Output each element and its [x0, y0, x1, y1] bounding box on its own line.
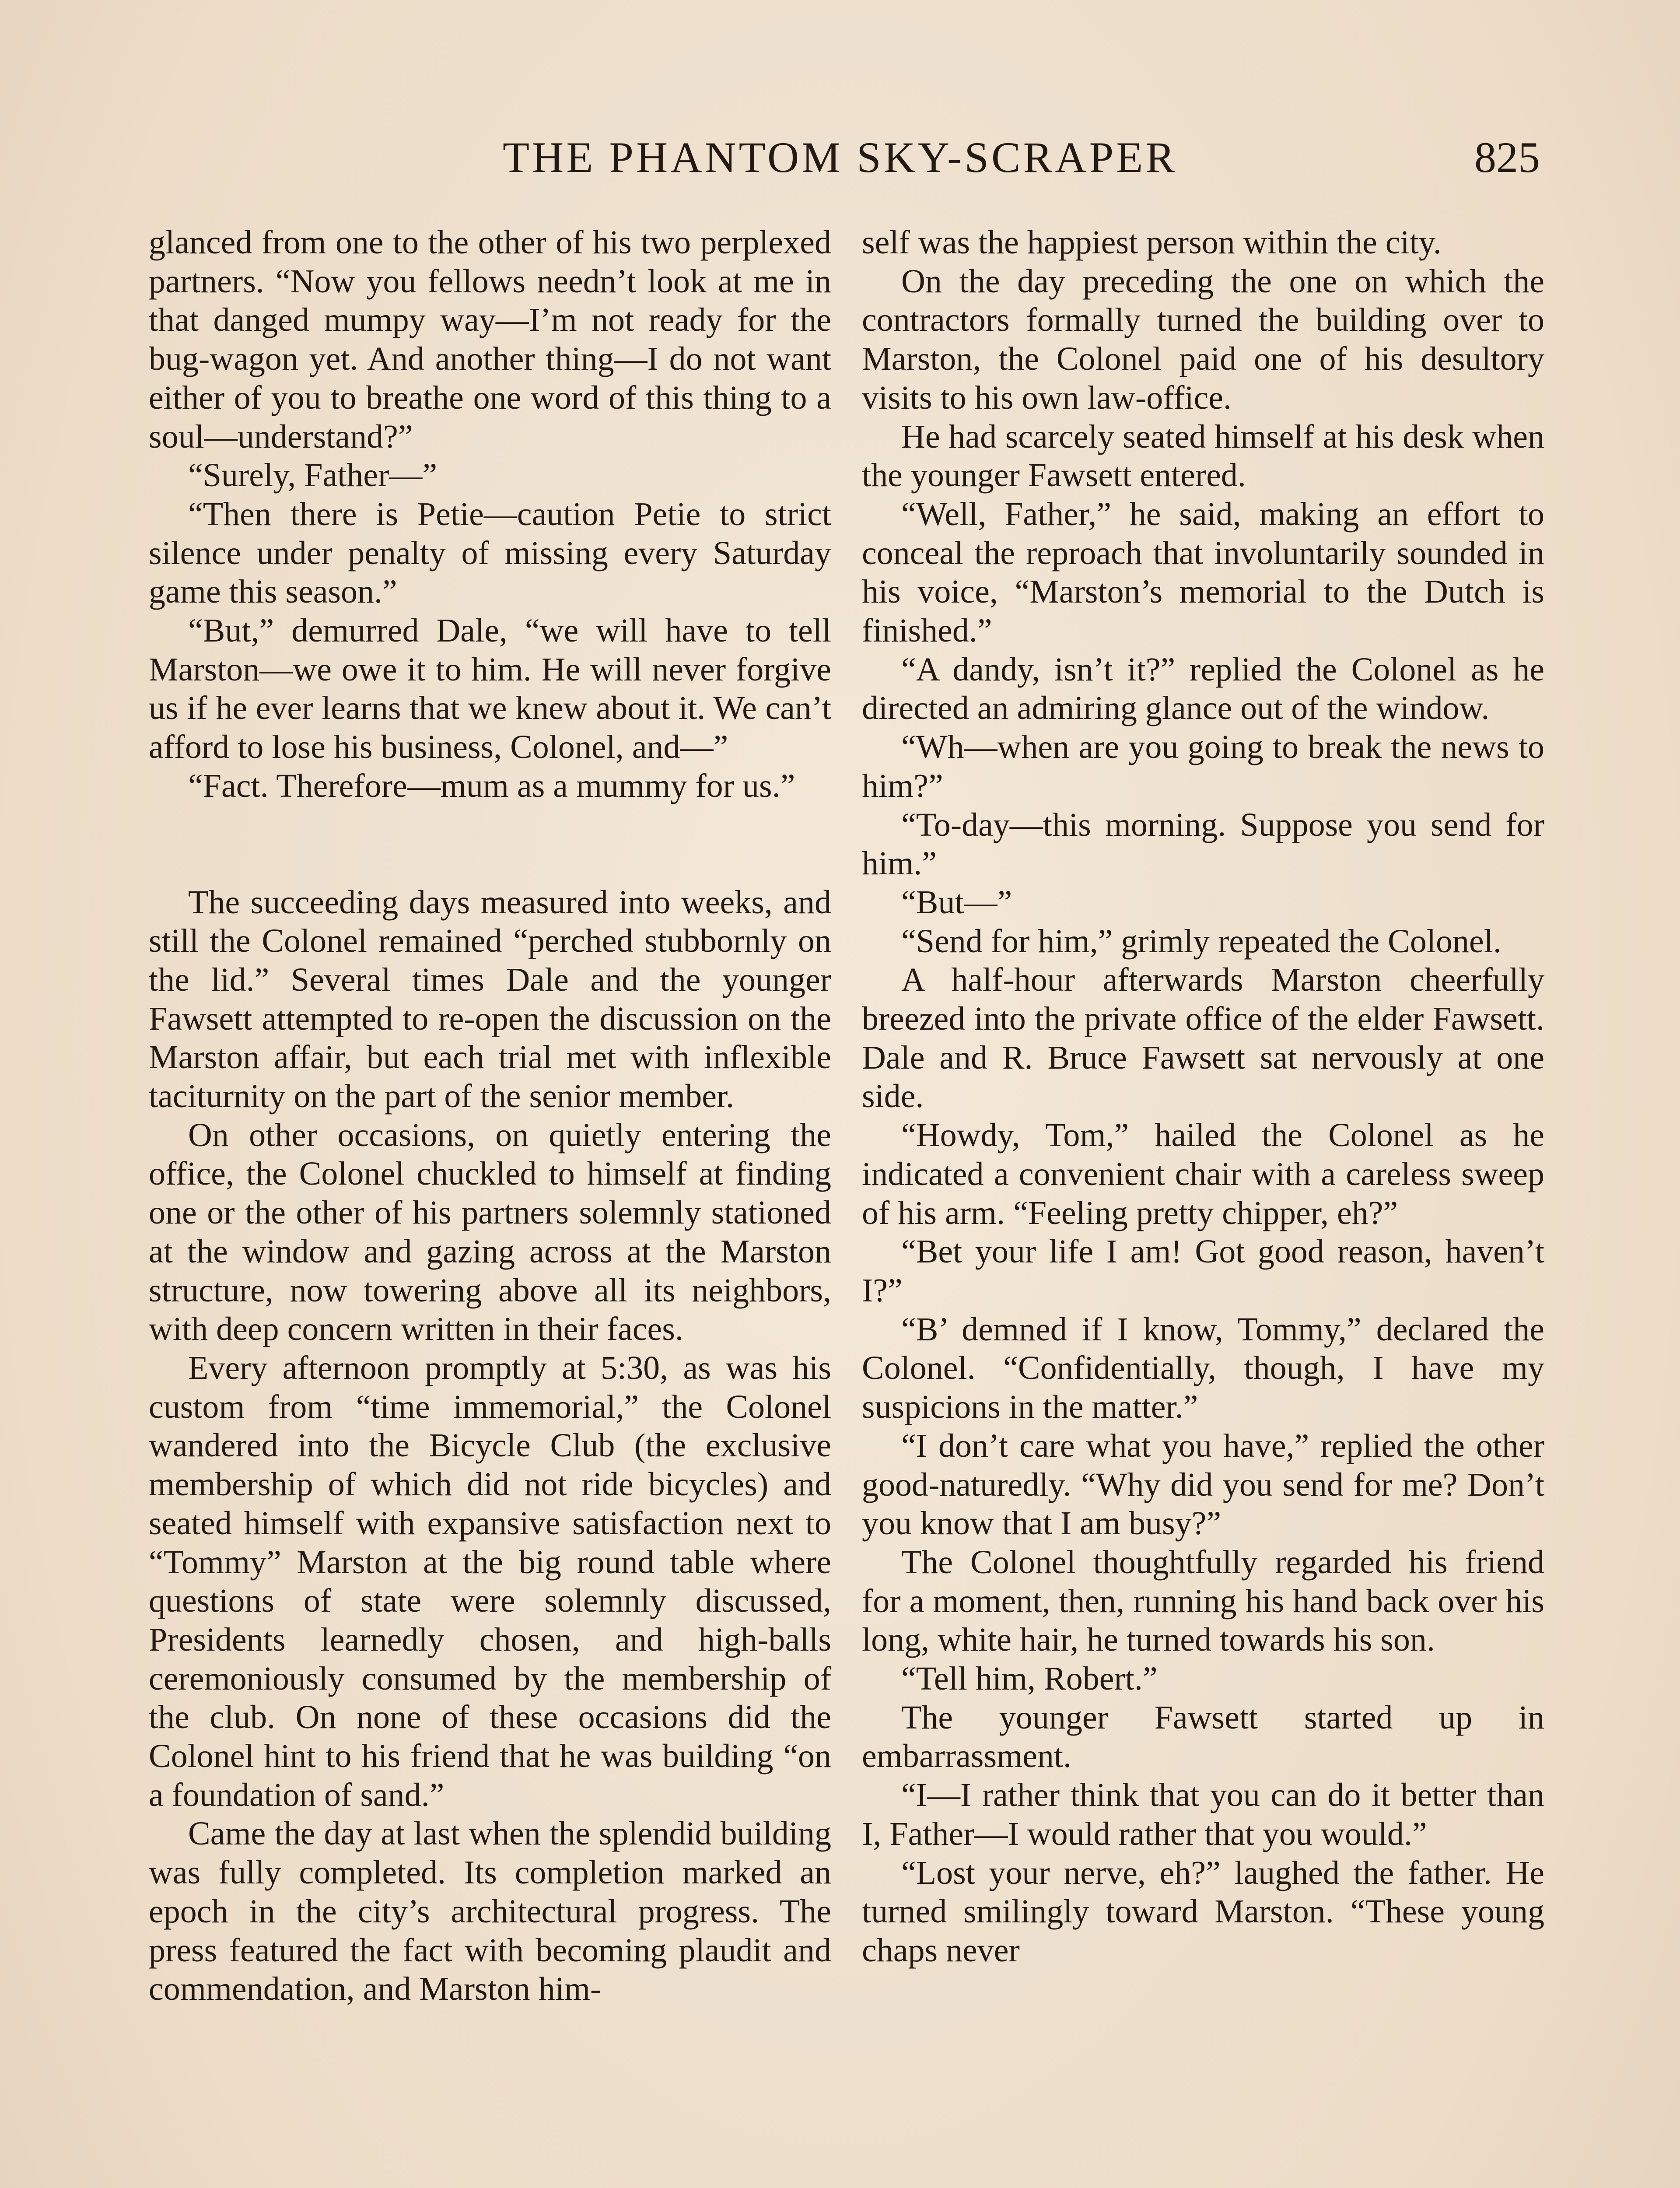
- paragraph: The younger Fawsett started up in embarrassment.: [862, 1699, 1544, 1775]
- left-column: [149, 223, 831, 2009]
- paragraph: “Bet your life I am! Got good reason, haven’t I?”: [862, 1233, 1544, 1309]
- paragraph: “B’ demned if I know, Tommy,” declared the Colonel. “Confidentially, though, I have my suspicions in the matter.”: [862, 1311, 1544, 1426]
- paragraph: A half-hour afterwards Marston cheerfully breezed into the private office of the elder Fawsett. Dale and R. Bruce Fawsett sat nervously at one side.: [862, 961, 1544, 1115]
- paragraph: “A dandy, isn’t it?” replied the Colonel as he directed an admiring glance out of the window.: [862, 651, 1544, 727]
- paragraph: The succeeding days measured into weeks, and still the Colonel remained “perched stubbornly on the lid.” Several times Dale and the younger Fawsett attempted to re-open the discussion on the Marston affair, but each trial met with inflexible taciturnity on the part of the senior member.: [149, 884, 831, 1115]
- paragraph: “But—”: [901, 884, 1012, 921]
- right-column: [862, 223, 1544, 1970]
- paragraph: “Howdy, Tom,” hailed the Colonel as he indicated a convenient chair with a careless sweep of his arm. “Feeling pretty chipper, eh?”: [862, 1117, 1544, 1231]
- paragraph: “Lost your nerve, eh?” laughed the father. He turned smilingly toward Marston. “These young chaps never: [862, 1854, 1544, 1969]
- paragraph: “Then there is Petie—caution Petie to strict silence under penalty of missing every Saturday game this season.”: [149, 495, 831, 610]
- paragraph: “To-day—this morning. Suppose you send for him.”: [862, 806, 1544, 882]
- paragraph: On the day preceding the one on which the contractors formally turned the building over to Marston, the Colonel paid one of his desultory visits to his own law-office.: [862, 263, 1544, 416]
- paragraph: glanced from one to the other of his two perplexed partners. “Now you fellows needn’t look at me in that danged mumpy way—I’m not ready for the bug-wagon yet. And another thing—I do not want either of you to breathe one word of this thing to a soul—understand?”: [149, 224, 831, 455]
- paragraph: “I don’t care what you have,” replied the other good-naturedly. “Why did you send for me? Don’t you know that I am busy?”: [862, 1427, 1544, 1542]
- paragraph: “I—I rather think that you can do it better than I, Father—I would rather that you would.”: [862, 1777, 1544, 1852]
- page-header: [140, 127, 1540, 188]
- paragraph: Came the day at last when the splendid building was fully completed. Its completion marked an epoch in the city’s architectural progress. The press featured the fact with becoming plaudit and commendation, and Marston him-: [149, 1815, 831, 2008]
- paragraph: He had scarcely seated himself at his desk when the younger Fawsett entered.: [862, 418, 1544, 494]
- paragraph: “Well, Father,” he said, making an effort to conceal the reproach that involuntarily sounded in his voice, “Marston’s memorial to the Dutch is finished.”: [862, 495, 1544, 649]
- paragraph: Every afternoon promptly at 5:30, as was his custom from “time immemorial,” the Colonel wandered into the Bicycle Club (the exclusive membership of which did not ride bicycles) and seated himself with expansive satisfaction next to “Tommy” Marston at the big round table where questions of state were solemnly discussed, Presidents learnedly chosen, and high-balls ceremoniously consumed by the membership of the club. On none of these occasions did the Colonel hint to his friend that he was building “on a foundation of sand.”: [149, 1349, 831, 1813]
- paragraph: “Surely, Father—”: [188, 457, 438, 494]
- paragraph: On other occasions, on quietly entering the office, the Colonel chuckled to himself at finding one or the other of his partners solemnly stationed at the window and gazing across at the Marston structure, now towering above all its neighbors, with deep concern written in their faces.: [149, 1116, 831, 1348]
- paragraph: The Colonel thoughtfully regarded his friend for a moment, then, running his hand back over his long, white hair, he turned towards his son.: [862, 1543, 1544, 1659]
- page-number: 825: [1474, 133, 1540, 182]
- paragraph: “Tell him, Robert.”: [901, 1660, 1158, 1697]
- paragraph: “But,” demurred Dale, “we will have to tell Marston—we owe it to him. He will never forgive us if he ever learns that we knew about it. We can’t afford to lose his business, Colonel, and—”: [149, 612, 831, 766]
- paragraph: “Wh—when are you going to break the news to him?”: [862, 729, 1544, 804]
- paragraph: “Fact. Therefore—mum as a mummy for us.”: [188, 767, 795, 804]
- running-title: THE PHANTOM SKY-SCRAPER: [503, 133, 1177, 182]
- paragraph: “Send for him,” grimly repeated the Colonel.: [901, 922, 1502, 960]
- paragraph: self was the happiest person within the city.: [862, 224, 1442, 261]
